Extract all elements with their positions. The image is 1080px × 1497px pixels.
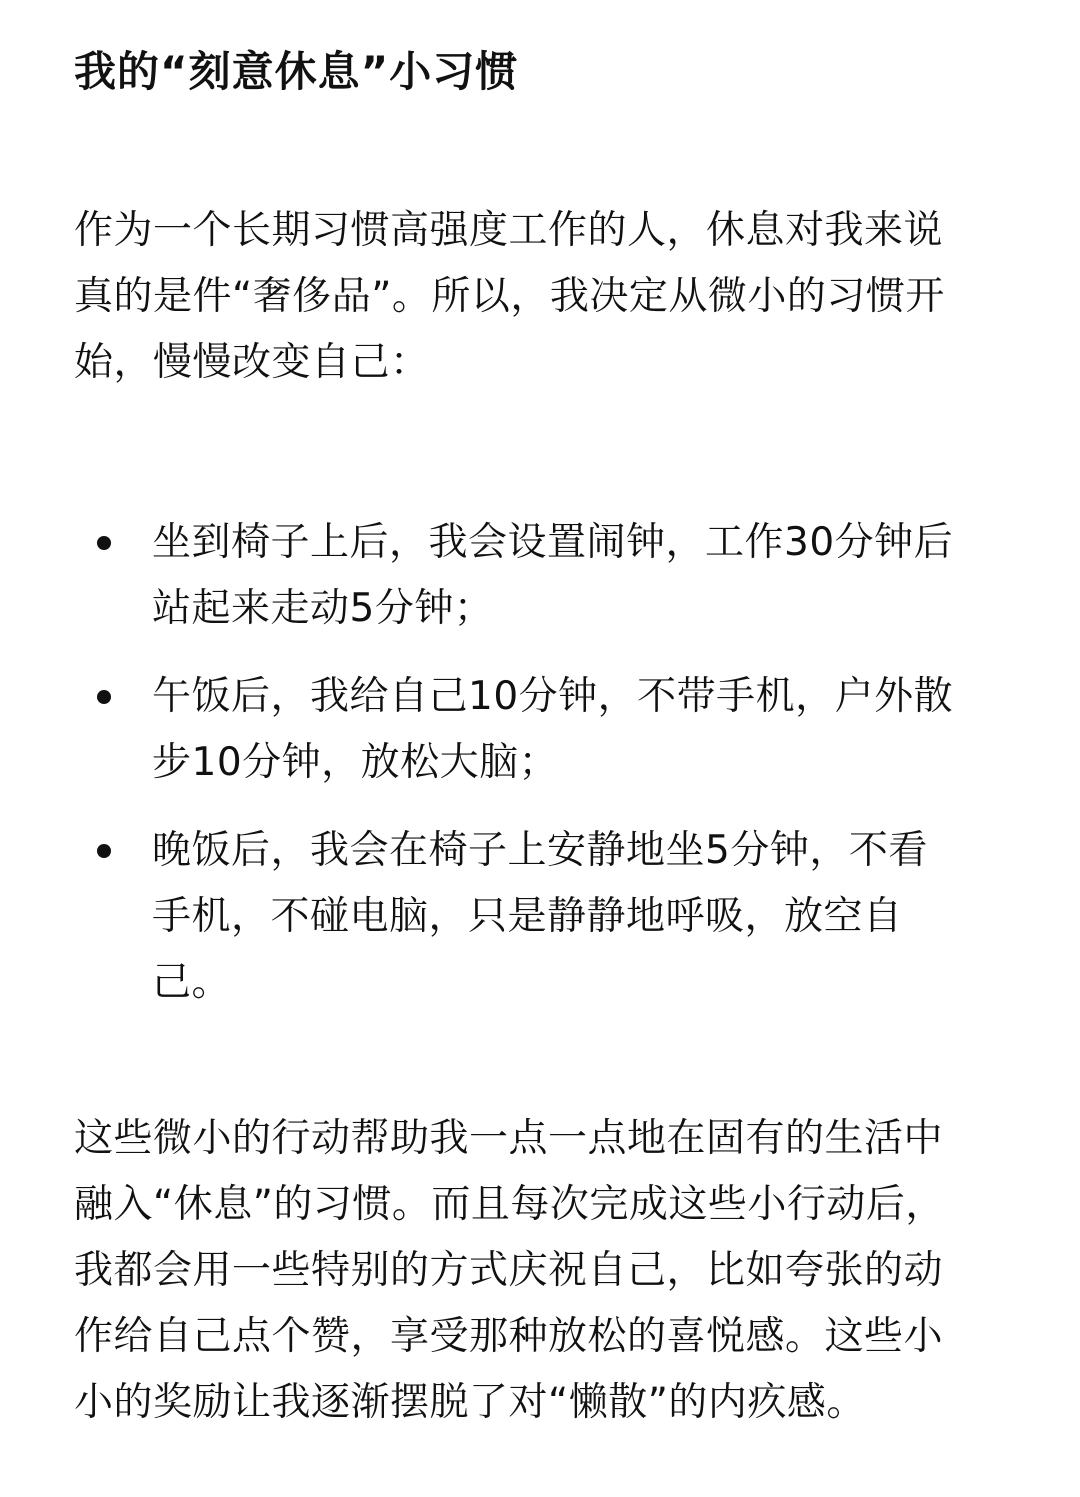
intro-paragraph [74,198,1014,396]
list-item [74,664,1014,796]
outro-paragraph [74,1106,1014,1436]
list-item-line: 坐到椅子上后，我会设置闹钟，工作30分钟后 [152,520,954,565]
habit-list [74,510,1014,1038]
article-title: 我的“刻意休息”小习惯 [74,47,519,96]
bullet-icon [97,844,111,858]
list-item-line: 手机，不碰电脑，只是静静地呼吸，放空自 [152,894,903,939]
intro-line: 真的是件“奢侈品”。所以，我决定从微小的习惯开 [74,274,945,319]
list-item-line: 晚饭后，我会在椅子上安静地坐5分钟，不看 [152,828,928,873]
list-item-line: 站起来走动5分钟； [152,586,494,631]
list-item [74,818,1014,1016]
list-item-line: 步10分钟，放松大脑； [152,740,559,785]
list-item [74,510,1014,642]
outro-line: 作给自己点个赞，享受那种放松的喜悦感。这些小 [74,1314,944,1359]
outro-line: 小的奖励让我逐渐摆脱了对“懒散”的内疚感。 [74,1380,866,1425]
intro-line: 作为一个长期习惯高强度工作的人，休息对我来说 [74,208,944,253]
list-item-line: 己。 [152,960,232,1005]
bullet-icon [97,690,111,704]
outro-line: 融入“休息”的习惯。而且每次完成这些小行动后， [74,1182,945,1227]
bullet-icon [97,536,111,550]
outro-line: 这些微小的行动帮助我一点一点地在固有的生活中 [74,1116,944,1161]
list-item-line: 午饭后，我给自己10分钟，不带手机，户外散 [152,674,954,719]
intro-line: 始，慢慢改变自己： [74,340,430,385]
outro-line: 我都会用一些特别的方式庆祝自己，比如夸张的动 [74,1248,944,1293]
